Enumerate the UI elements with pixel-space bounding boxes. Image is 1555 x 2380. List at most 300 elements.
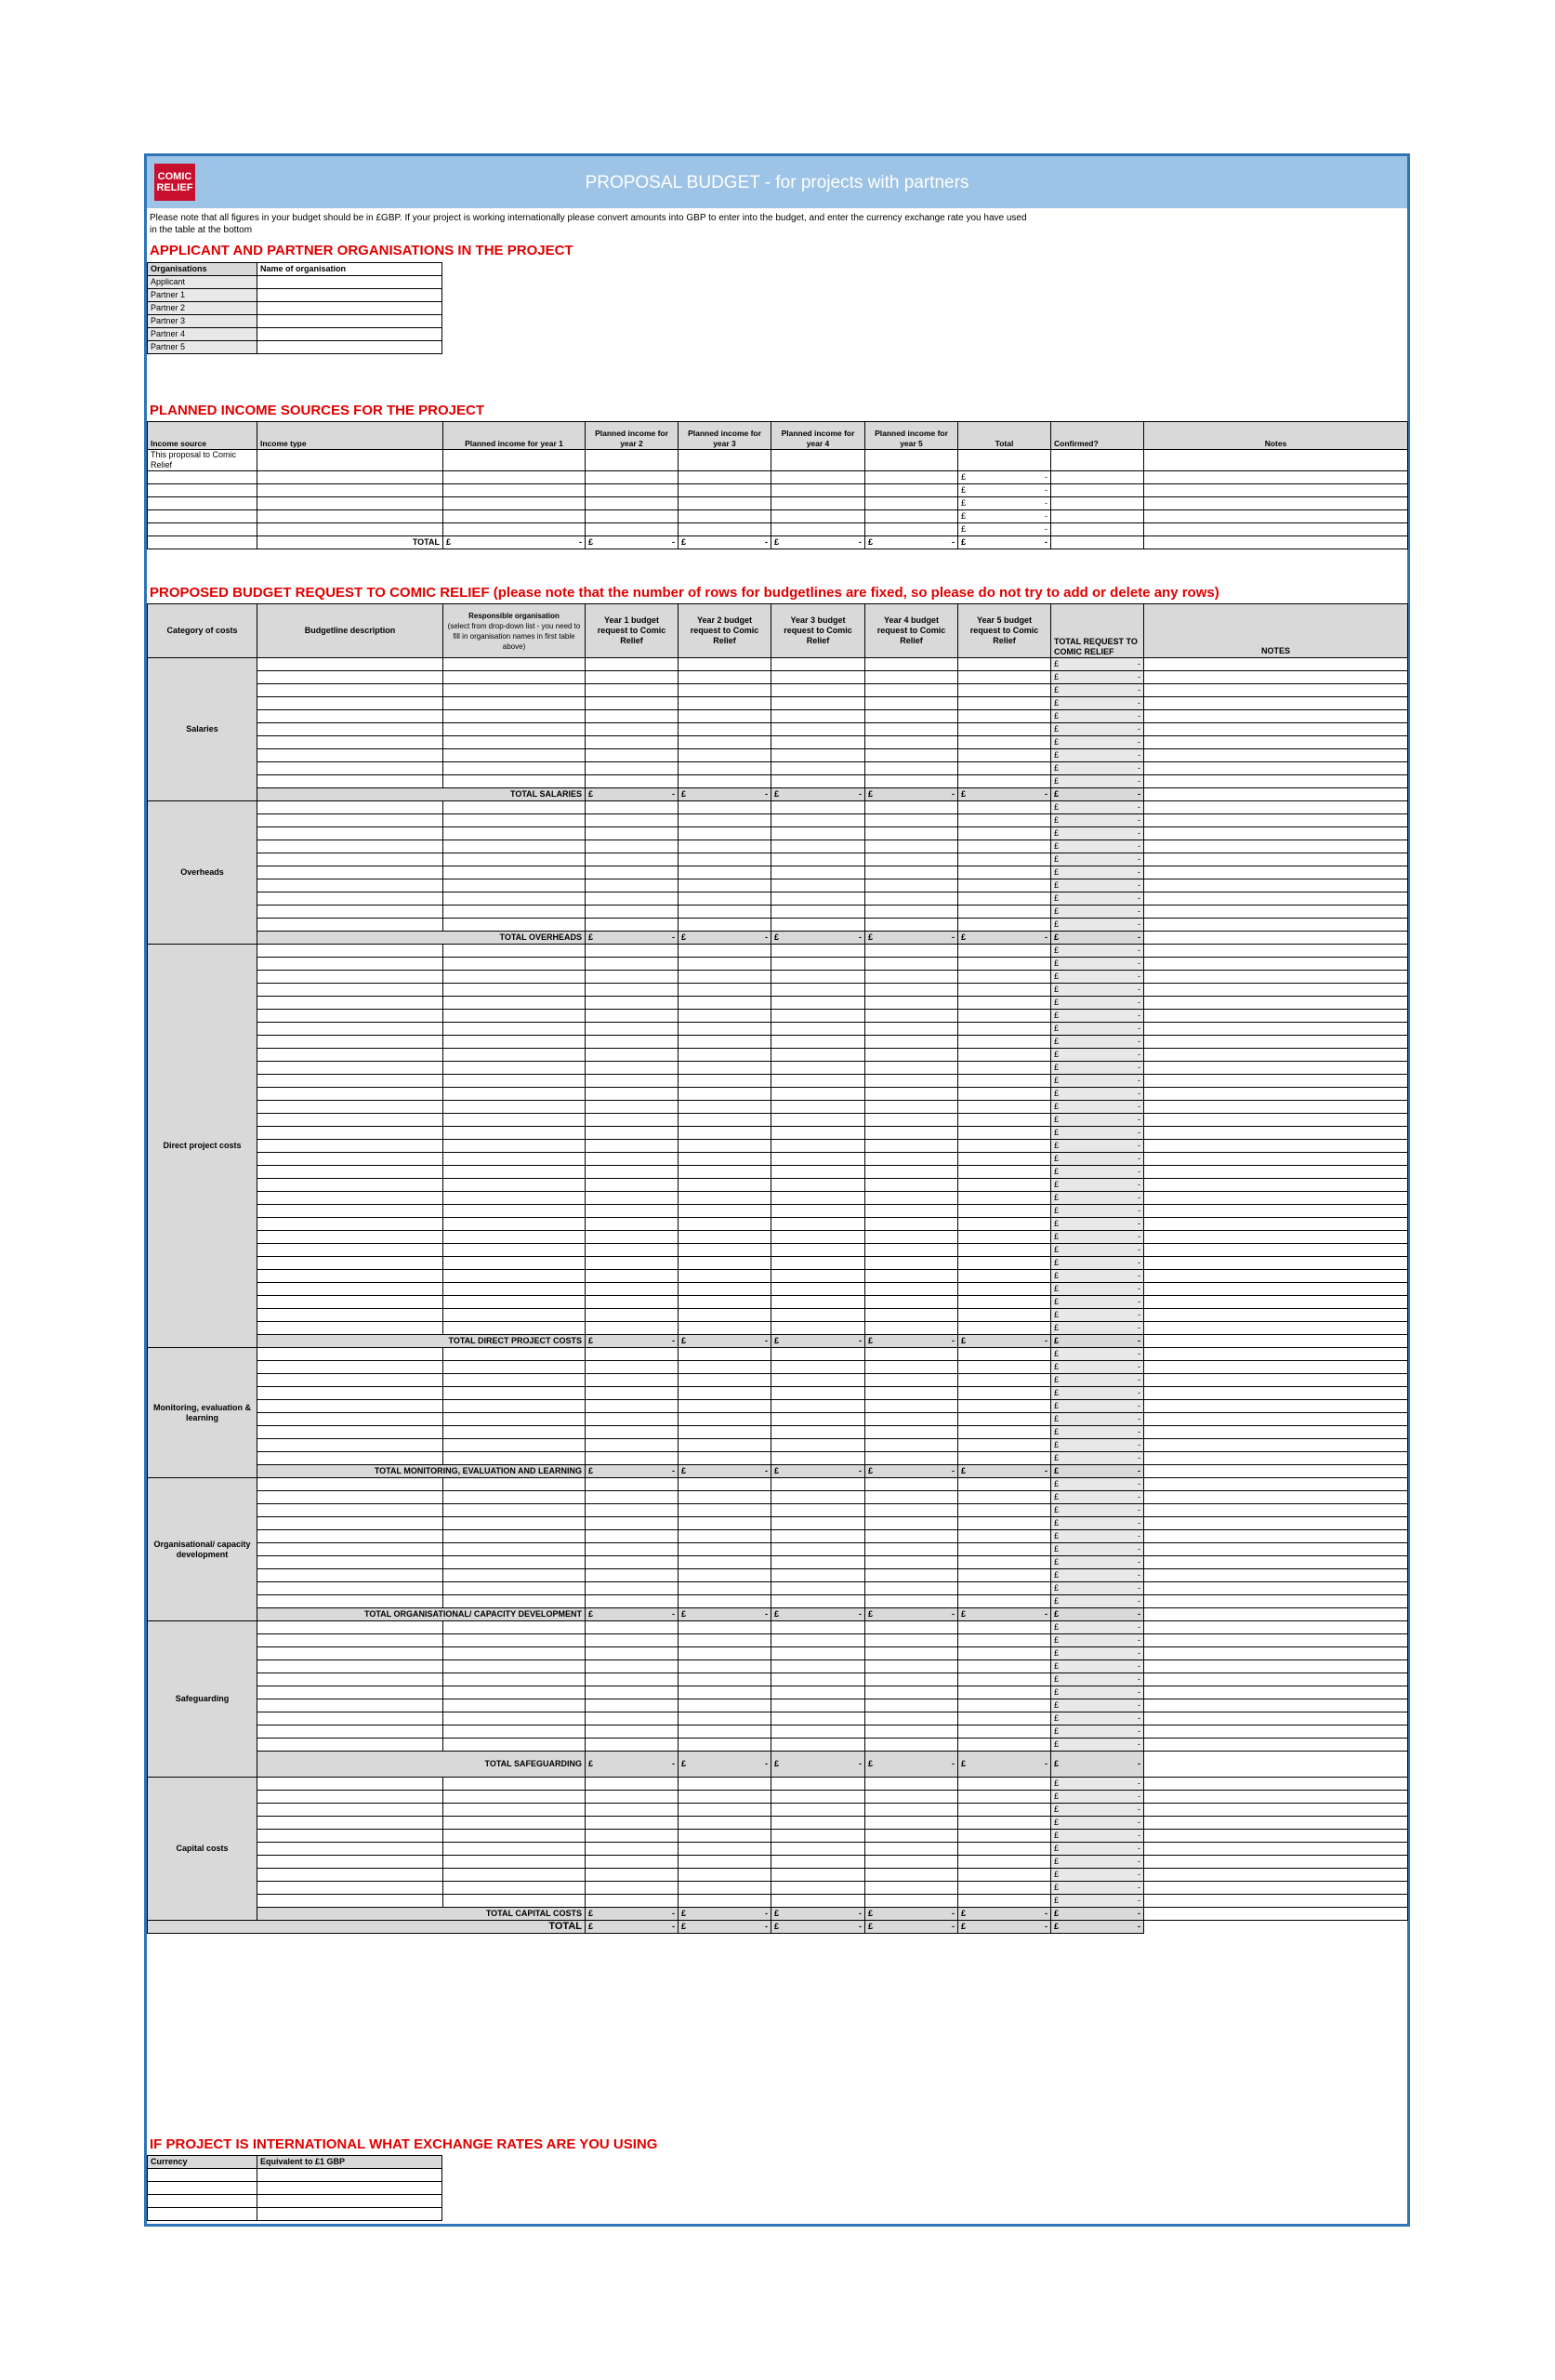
notes-input[interactable]	[1144, 1387, 1408, 1400]
year-budget-input[interactable]	[679, 1049, 771, 1062]
budgetline-description-input[interactable]	[257, 945, 443, 958]
year-budget-input[interactable]	[771, 1843, 865, 1856]
year-budget-input[interactable]	[586, 1361, 679, 1374]
year-budget-input[interactable]	[771, 671, 865, 684]
notes-input[interactable]	[1144, 1804, 1408, 1817]
notes-input[interactable]	[1144, 1582, 1408, 1595]
budgetline-description-input[interactable]	[257, 1530, 443, 1543]
year-budget-input[interactable]	[771, 1882, 865, 1895]
notes-input[interactable]	[1144, 1791, 1408, 1804]
income-notes-input[interactable]	[1144, 523, 1408, 536]
year-budget-input[interactable]	[958, 1673, 1051, 1686]
budgetline-description-input[interactable]	[257, 866, 443, 879]
notes-input[interactable]	[1144, 1049, 1408, 1062]
income-input[interactable]	[443, 510, 586, 523]
year-budget-input[interactable]	[586, 1739, 679, 1752]
responsible-org-select[interactable]	[443, 1231, 586, 1244]
notes-input[interactable]	[1144, 1830, 1408, 1843]
budgetline-description-input[interactable]	[257, 1556, 443, 1569]
responsible-org-select[interactable]	[443, 1830, 586, 1843]
year-budget-input[interactable]	[586, 1699, 679, 1712]
year-budget-input[interactable]	[586, 853, 679, 866]
notes-input[interactable]	[1144, 658, 1408, 671]
year-budget-input[interactable]	[679, 1426, 771, 1439]
year-budget-input[interactable]	[958, 1062, 1051, 1075]
year-budget-input[interactable]	[771, 1791, 865, 1804]
currency-input[interactable]	[148, 2169, 257, 2182]
notes-input[interactable]	[1144, 1843, 1408, 1856]
budgetline-description-input[interactable]	[257, 1153, 443, 1166]
year-budget-input[interactable]	[679, 1166, 771, 1179]
budgetline-description-input[interactable]	[257, 1830, 443, 1843]
year-budget-input[interactable]	[679, 945, 771, 958]
year-budget-input[interactable]	[771, 971, 865, 984]
year-budget-input[interactable]	[865, 1686, 958, 1699]
year-budget-input[interactable]	[586, 1543, 679, 1556]
year-budget-input[interactable]	[586, 1452, 679, 1465]
year-budget-input[interactable]	[679, 775, 771, 788]
notes-input[interactable]	[1144, 1205, 1408, 1218]
notes-input[interactable]	[1144, 697, 1408, 710]
income-confirmed-input[interactable]	[1051, 510, 1144, 523]
year-budget-input[interactable]	[586, 723, 679, 736]
income-confirmed-input[interactable]	[1051, 484, 1144, 497]
year-budget-input[interactable]	[679, 1075, 771, 1088]
year-budget-input[interactable]	[586, 801, 679, 814]
notes-input[interactable]	[1144, 1426, 1408, 1439]
year-budget-input[interactable]	[958, 1895, 1051, 1908]
year-budget-input[interactable]	[958, 1400, 1051, 1413]
year-budget-input[interactable]	[865, 1413, 958, 1426]
year-budget-input[interactable]	[865, 1049, 958, 1062]
year-budget-input[interactable]	[771, 1244, 865, 1257]
budgetline-description-input[interactable]	[257, 1439, 443, 1452]
year-budget-input[interactable]	[586, 710, 679, 723]
year-budget-input[interactable]	[586, 1387, 679, 1400]
income-input[interactable]	[771, 450, 865, 471]
year-budget-input[interactable]	[958, 1634, 1051, 1647]
responsible-org-select[interactable]	[443, 1166, 586, 1179]
budgetline-description-input[interactable]	[257, 1647, 443, 1660]
year-budget-input[interactable]	[958, 840, 1051, 853]
year-budget-input[interactable]	[865, 1556, 958, 1569]
year-budget-input[interactable]	[958, 1726, 1051, 1739]
year-budget-input[interactable]	[771, 1673, 865, 1686]
year-budget-input[interactable]	[771, 658, 865, 671]
year-budget-input[interactable]	[586, 697, 679, 710]
year-budget-input[interactable]	[771, 1322, 865, 1335]
income-input[interactable]	[771, 484, 865, 497]
year-budget-input[interactable]	[771, 1556, 865, 1569]
budgetline-description-input[interactable]	[257, 1140, 443, 1153]
year-budget-input[interactable]	[679, 671, 771, 684]
year-budget-input[interactable]	[865, 1231, 958, 1244]
budgetline-description-input[interactable]	[257, 749, 443, 762]
year-budget-input[interactable]	[771, 801, 865, 814]
notes-input[interactable]	[1144, 1179, 1408, 1192]
year-budget-input[interactable]	[958, 1218, 1051, 1231]
responsible-org-select[interactable]	[443, 906, 586, 919]
notes-input[interactable]	[1144, 958, 1408, 971]
year-budget-input[interactable]	[586, 879, 679, 892]
year-budget-input[interactable]	[958, 1114, 1051, 1127]
income-input[interactable]	[865, 510, 958, 523]
year-budget-input[interactable]	[771, 827, 865, 840]
year-budget-input[interactable]	[586, 945, 679, 958]
responsible-org-select[interactable]	[443, 1400, 586, 1413]
year-budget-input[interactable]	[586, 1179, 679, 1192]
year-budget-input[interactable]	[958, 1843, 1051, 1856]
notes-input[interactable]	[1144, 879, 1408, 892]
notes-input[interactable]	[1144, 1413, 1408, 1426]
budgetline-description-input[interactable]	[257, 1127, 443, 1140]
year-budget-input[interactable]	[771, 919, 865, 932]
year-budget-input[interactable]	[586, 1283, 679, 1296]
responsible-org-select[interactable]	[443, 1660, 586, 1673]
responsible-org-select[interactable]	[443, 749, 586, 762]
year-budget-input[interactable]	[771, 710, 865, 723]
year-budget-input[interactable]	[865, 710, 958, 723]
budgetline-description-input[interactable]	[257, 971, 443, 984]
year-budget-input[interactable]	[958, 671, 1051, 684]
year-budget-input[interactable]	[865, 958, 958, 971]
notes-input[interactable]	[1144, 1504, 1408, 1517]
notes-input[interactable]	[1144, 866, 1408, 879]
year-budget-input[interactable]	[865, 1439, 958, 1452]
year-budget-input[interactable]	[771, 1778, 865, 1791]
budgetline-description-input[interactable]	[257, 1179, 443, 1192]
year-budget-input[interactable]	[586, 1257, 679, 1270]
notes-input[interactable]	[1144, 775, 1408, 788]
year-budget-input[interactable]	[771, 1660, 865, 1673]
year-budget-input[interactable]	[679, 1036, 771, 1049]
responsible-org-select[interactable]	[443, 919, 586, 932]
year-budget-input[interactable]	[586, 1621, 679, 1634]
responsible-org-select[interactable]	[443, 1621, 586, 1634]
year-budget-input[interactable]	[958, 710, 1051, 723]
year-budget-input[interactable]	[865, 1647, 958, 1660]
budgetline-description-input[interactable]	[257, 1712, 443, 1726]
year-budget-input[interactable]	[958, 736, 1051, 749]
responsible-org-select[interactable]	[443, 1843, 586, 1856]
year-budget-input[interactable]	[771, 1817, 865, 1830]
year-budget-input[interactable]	[771, 1218, 865, 1231]
year-budget-input[interactable]	[586, 1218, 679, 1231]
budgetline-description-input[interactable]	[257, 1621, 443, 1634]
income-input[interactable]	[679, 450, 771, 471]
year-budget-input[interactable]	[865, 1517, 958, 1530]
year-budget-input[interactable]	[679, 984, 771, 997]
year-budget-input[interactable]	[679, 1205, 771, 1218]
budgetline-description-input[interactable]	[257, 906, 443, 919]
year-budget-input[interactable]	[679, 1244, 771, 1257]
year-budget-input[interactable]	[679, 1817, 771, 1830]
year-budget-input[interactable]	[586, 1153, 679, 1166]
notes-input[interactable]	[1144, 919, 1408, 932]
year-budget-input[interactable]	[771, 1270, 865, 1283]
year-budget-input[interactable]	[586, 1478, 679, 1491]
responsible-org-select[interactable]	[443, 1517, 586, 1530]
notes-input[interactable]	[1144, 1101, 1408, 1114]
year-budget-input[interactable]	[586, 1101, 679, 1114]
year-budget-input[interactable]	[771, 1478, 865, 1491]
responsible-org-select[interactable]	[443, 1804, 586, 1817]
year-budget-input[interactable]	[679, 1387, 771, 1400]
responsible-org-select[interactable]	[443, 984, 586, 997]
year-budget-input[interactable]	[586, 1856, 679, 1869]
year-budget-input[interactable]	[865, 1348, 958, 1361]
year-budget-input[interactable]	[771, 1699, 865, 1712]
budgetline-description-input[interactable]	[257, 1804, 443, 1817]
income-confirmed-input[interactable]	[1051, 497, 1144, 510]
year-budget-input[interactable]	[771, 1075, 865, 1088]
year-budget-input[interactable]	[865, 1569, 958, 1582]
year-budget-input[interactable]	[958, 1647, 1051, 1660]
notes-input[interactable]	[1144, 1647, 1408, 1660]
responsible-org-select[interactable]	[443, 1296, 586, 1309]
year-budget-input[interactable]	[586, 1309, 679, 1322]
year-budget-input[interactable]	[865, 1283, 958, 1296]
year-budget-input[interactable]	[586, 1114, 679, 1127]
budgetline-description-input[interactable]	[257, 1049, 443, 1062]
year-budget-input[interactable]	[865, 1244, 958, 1257]
income-input[interactable]	[443, 497, 586, 510]
year-budget-input[interactable]	[586, 1322, 679, 1335]
notes-input[interactable]	[1144, 1296, 1408, 1309]
year-budget-input[interactable]	[958, 1439, 1051, 1452]
year-budget-input[interactable]	[679, 1023, 771, 1036]
notes-input[interactable]	[1144, 710, 1408, 723]
year-budget-input[interactable]	[865, 1127, 958, 1140]
notes-input[interactable]	[1144, 1036, 1408, 1049]
notes-input[interactable]	[1144, 1543, 1408, 1556]
year-budget-input[interactable]	[679, 1062, 771, 1075]
notes-input[interactable]	[1144, 1491, 1408, 1504]
notes-input[interactable]	[1144, 1127, 1408, 1140]
responsible-org-select[interactable]	[443, 1582, 586, 1595]
year-budget-input[interactable]	[865, 892, 958, 906]
year-budget-input[interactable]	[679, 1686, 771, 1699]
year-budget-input[interactable]	[865, 1153, 958, 1166]
year-budget-input[interactable]	[958, 1101, 1051, 1114]
responsible-org-select[interactable]	[443, 1739, 586, 1752]
year-budget-input[interactable]	[958, 1686, 1051, 1699]
year-budget-input[interactable]	[958, 1830, 1051, 1843]
year-budget-input[interactable]	[679, 971, 771, 984]
year-budget-input[interactable]	[771, 1595, 865, 1608]
budgetline-description-input[interactable]	[257, 1869, 443, 1882]
year-budget-input[interactable]	[679, 1010, 771, 1023]
year-budget-input[interactable]	[958, 1569, 1051, 1582]
budgetline-description-input[interactable]	[257, 697, 443, 710]
year-budget-input[interactable]	[958, 1478, 1051, 1491]
responsible-org-select[interactable]	[443, 1088, 586, 1101]
notes-input[interactable]	[1144, 671, 1408, 684]
year-budget-input[interactable]	[679, 1712, 771, 1726]
year-budget-input[interactable]	[586, 1647, 679, 1660]
year-budget-input[interactable]	[586, 1882, 679, 1895]
equivalent-input[interactable]	[257, 2195, 442, 2208]
year-budget-input[interactable]	[679, 1530, 771, 1543]
year-budget-input[interactable]	[958, 1595, 1051, 1608]
budgetline-description-input[interactable]	[257, 892, 443, 906]
responsible-org-select[interactable]	[443, 1569, 586, 1582]
year-budget-input[interactable]	[865, 1582, 958, 1595]
notes-input[interactable]	[1144, 1660, 1408, 1673]
responsible-org-select[interactable]	[443, 827, 586, 840]
notes-input[interactable]	[1144, 1114, 1408, 1127]
responsible-org-select[interactable]	[443, 1647, 586, 1660]
year-budget-input[interactable]	[771, 684, 865, 697]
year-budget-input[interactable]	[958, 1517, 1051, 1530]
responsible-org-select[interactable]	[443, 1634, 586, 1647]
year-budget-input[interactable]	[586, 958, 679, 971]
responsible-org-select[interactable]	[443, 1244, 586, 1257]
year-budget-input[interactable]	[586, 840, 679, 853]
year-budget-input[interactable]	[586, 827, 679, 840]
year-budget-input[interactable]	[958, 1778, 1051, 1791]
year-budget-input[interactable]	[586, 1062, 679, 1075]
responsible-org-select[interactable]	[443, 879, 586, 892]
year-budget-input[interactable]	[771, 1686, 865, 1699]
year-budget-input[interactable]	[865, 1804, 958, 1817]
budgetline-description-input[interactable]	[257, 1231, 443, 1244]
year-budget-input[interactable]	[771, 1517, 865, 1530]
year-budget-input[interactable]	[865, 1543, 958, 1556]
income-source-input[interactable]	[148, 497, 257, 510]
year-budget-input[interactable]	[865, 1491, 958, 1504]
responsible-org-select[interactable]	[443, 1361, 586, 1374]
year-budget-input[interactable]	[958, 1179, 1051, 1192]
year-budget-input[interactable]	[958, 1530, 1051, 1543]
notes-input[interactable]	[1144, 840, 1408, 853]
responsible-org-select[interactable]	[443, 1114, 586, 1127]
income-input[interactable]	[679, 510, 771, 523]
year-budget-input[interactable]	[865, 1023, 958, 1036]
notes-input[interactable]	[1144, 1530, 1408, 1543]
year-budget-input[interactable]	[679, 1595, 771, 1608]
budgetline-description-input[interactable]	[257, 1400, 443, 1413]
notes-input[interactable]	[1144, 1556, 1408, 1569]
notes-input[interactable]	[1144, 1439, 1408, 1452]
income-input[interactable]	[865, 497, 958, 510]
income-input[interactable]	[443, 450, 586, 471]
responsible-org-select[interactable]	[443, 1010, 586, 1023]
year-budget-input[interactable]	[958, 1322, 1051, 1335]
year-budget-input[interactable]	[865, 1062, 958, 1075]
year-budget-input[interactable]	[865, 1530, 958, 1543]
year-budget-input[interactable]	[586, 997, 679, 1010]
responsible-org-select[interactable]	[443, 1179, 586, 1192]
income-source-input[interactable]	[148, 471, 257, 484]
year-budget-input[interactable]	[679, 1322, 771, 1335]
year-budget-input[interactable]	[771, 1036, 865, 1049]
responsible-org-select[interactable]	[443, 1791, 586, 1804]
responsible-org-select[interactable]	[443, 1478, 586, 1491]
year-budget-input[interactable]	[586, 1049, 679, 1062]
budgetline-description-input[interactable]	[257, 1205, 443, 1218]
income-input[interactable]	[443, 471, 586, 484]
year-budget-input[interactable]	[865, 723, 958, 736]
year-budget-input[interactable]	[865, 1166, 958, 1179]
year-budget-input[interactable]	[865, 736, 958, 749]
year-budget-input[interactable]	[679, 1452, 771, 1465]
budgetline-description-input[interactable]	[257, 1504, 443, 1517]
notes-input[interactable]	[1144, 984, 1408, 997]
notes-input[interactable]	[1144, 1452, 1408, 1465]
year-budget-input[interactable]	[679, 906, 771, 919]
notes-input[interactable]	[1144, 1686, 1408, 1699]
year-budget-input[interactable]	[865, 1856, 958, 1869]
year-budget-input[interactable]	[679, 1413, 771, 1426]
year-budget-input[interactable]	[679, 1361, 771, 1374]
year-budget-input[interactable]	[958, 919, 1051, 932]
year-budget-input[interactable]	[771, 997, 865, 1010]
notes-input[interactable]	[1144, 1361, 1408, 1374]
org-name-input[interactable]	[257, 276, 442, 289]
year-budget-input[interactable]	[586, 1348, 679, 1361]
income-input[interactable]	[865, 471, 958, 484]
year-budget-input[interactable]	[586, 1673, 679, 1686]
notes-input[interactable]	[1144, 814, 1408, 827]
year-budget-input[interactable]	[771, 1582, 865, 1595]
year-budget-input[interactable]	[865, 1882, 958, 1895]
year-budget-input[interactable]	[771, 1309, 865, 1322]
year-budget-input[interactable]	[586, 1504, 679, 1517]
notes-input[interactable]	[1144, 1739, 1408, 1752]
budgetline-description-input[interactable]	[257, 1791, 443, 1804]
year-budget-input[interactable]	[865, 749, 958, 762]
budgetline-description-input[interactable]	[257, 1699, 443, 1712]
year-budget-input[interactable]	[958, 1582, 1051, 1595]
year-budget-input[interactable]	[958, 1192, 1051, 1205]
year-budget-input[interactable]	[771, 1140, 865, 1153]
notes-input[interactable]	[1144, 1231, 1408, 1244]
budgetline-description-input[interactable]	[257, 710, 443, 723]
year-budget-input[interactable]	[958, 1387, 1051, 1400]
responsible-org-select[interactable]	[443, 1556, 586, 1569]
notes-input[interactable]	[1144, 1595, 1408, 1608]
year-budget-input[interactable]	[958, 1856, 1051, 1869]
year-budget-input[interactable]	[679, 1673, 771, 1686]
budgetline-description-input[interactable]	[257, 1218, 443, 1231]
responsible-org-select[interactable]	[443, 853, 586, 866]
year-budget-input[interactable]	[958, 1660, 1051, 1673]
income-input[interactable]	[771, 510, 865, 523]
responsible-org-select[interactable]	[443, 1049, 586, 1062]
responsible-org-select[interactable]	[443, 1413, 586, 1426]
budgetline-description-input[interactable]	[257, 1491, 443, 1504]
year-budget-input[interactable]	[958, 1075, 1051, 1088]
year-budget-input[interactable]	[958, 1205, 1051, 1218]
year-budget-input[interactable]	[958, 1374, 1051, 1387]
year-budget-input[interactable]	[958, 658, 1051, 671]
year-budget-input[interactable]	[865, 1036, 958, 1049]
year-budget-input[interactable]	[679, 1543, 771, 1556]
year-budget-input[interactable]	[771, 1049, 865, 1062]
notes-input[interactable]	[1144, 749, 1408, 762]
year-budget-input[interactable]	[958, 1739, 1051, 1752]
year-budget-input[interactable]	[586, 1400, 679, 1413]
year-budget-input[interactable]	[865, 1778, 958, 1791]
year-budget-input[interactable]	[679, 1869, 771, 1882]
year-budget-input[interactable]	[771, 1439, 865, 1452]
notes-input[interactable]	[1144, 1374, 1408, 1387]
year-budget-input[interactable]	[586, 1843, 679, 1856]
budgetline-description-input[interactable]	[257, 1101, 443, 1114]
year-budget-input[interactable]	[958, 1491, 1051, 1504]
year-budget-input[interactable]	[586, 762, 679, 775]
